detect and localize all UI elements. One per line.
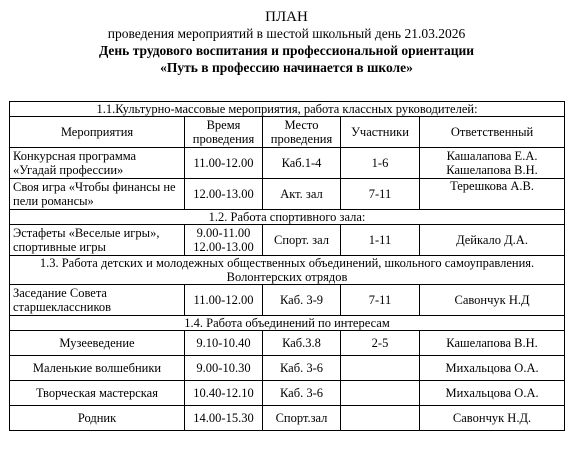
table-row xyxy=(10,225,565,256)
responsible-cell: Дейкало Д.А. xyxy=(420,225,565,256)
table-row xyxy=(10,179,565,210)
responsible-cell: Михальцова О.А. xyxy=(420,356,565,381)
column-header-event: Мероприятия xyxy=(10,117,185,148)
event-cell: Заседание Совета старшеклассников xyxy=(10,285,185,316)
table-row xyxy=(10,356,565,381)
page-title: ПЛАН xyxy=(265,9,308,25)
table-row xyxy=(10,331,565,356)
time-cell: 9.00-10.30 xyxy=(185,356,263,381)
place-cell: Спорт.зал xyxy=(263,406,341,431)
column-header-place: Место проведения xyxy=(263,117,341,148)
table-row xyxy=(10,148,565,179)
responsible-cell: Кашалапова Е.А. Кашелапова В.Н. xyxy=(420,148,565,179)
event-cell: Маленькие волшебники xyxy=(10,356,185,381)
section-title: 1.1.Культурно-массовые мероприятия, работа классных руководителей: xyxy=(10,102,565,117)
column-header-participants: Участники xyxy=(341,117,420,148)
table-row xyxy=(10,406,565,431)
column-header-responsible: Ответственный xyxy=(420,117,565,148)
event-cell: Родник xyxy=(10,406,185,431)
time-cell: 11.00-12.00 xyxy=(185,148,263,179)
time-cell: 10.40-12.10 xyxy=(185,381,263,406)
time-cell: 14.00-15.30 xyxy=(185,406,263,431)
place-cell: Каб. 3-9 xyxy=(263,285,341,316)
section-title: 1.4. Работа объединений по интересам xyxy=(10,316,565,331)
participants-cell: 1-6 xyxy=(341,148,420,179)
responsible-cell: Кашелапова В.Н. xyxy=(420,331,565,356)
document-header xyxy=(0,8,573,76)
column-header-time: Время проведения xyxy=(185,117,263,148)
place-cell: Каб. 3-6 xyxy=(263,356,341,381)
theme-line: День трудового воспитания и профессиональной ориентации xyxy=(98,43,475,58)
responsible-cell: Михальцова О.А. xyxy=(420,381,565,406)
section-title: 1.2. Работа спортивного зала: xyxy=(10,210,565,225)
event-cell: Своя игра «Чтобы финансы не пели романсы» xyxy=(10,179,185,210)
responsible-cell: Савончук Н.Д xyxy=(420,285,565,316)
time-cell: 11.00-12.00 xyxy=(185,285,263,316)
place-cell: Акт. зал xyxy=(263,179,341,210)
participants-cell: 1-11 xyxy=(341,225,420,256)
participants-cell xyxy=(341,381,420,406)
participants-cell xyxy=(341,406,420,431)
page-subtitle: проведения мероприятий в шестой школьный день 21.03.2026 xyxy=(107,26,466,41)
events-table xyxy=(9,101,565,431)
event-cell: Эстафеты «Веселые игры», спортивные игры xyxy=(10,225,185,256)
time-cell: 12.00-13.00 xyxy=(185,179,263,210)
event-cell: Творческая мастерская xyxy=(10,381,185,406)
time-cell: 9.00-11.00 12.00-13.00 xyxy=(185,225,263,256)
place-cell: Каб.1-4 xyxy=(263,148,341,179)
table-row xyxy=(10,381,565,406)
place-cell: Спорт. зал xyxy=(263,225,341,256)
time-cell: 9.10-10.40 xyxy=(185,331,263,356)
table-header-row xyxy=(10,117,565,148)
table-row xyxy=(10,285,565,316)
event-cell: Музееведение xyxy=(10,331,185,356)
participants-cell xyxy=(341,356,420,381)
event-cell: Конкурсная программа «Угадай профессии» xyxy=(10,148,185,179)
participants-cell: 7-11 xyxy=(341,179,420,210)
participants-cell: 7-11 xyxy=(341,285,420,316)
participants-cell: 2-5 xyxy=(341,331,420,356)
responsible-cell: Терешкова А.В. xyxy=(420,179,565,210)
place-cell: Каб. 3-6 xyxy=(263,381,341,406)
section-title: 1.3. Работа детских и молодежных общественных объединений, школьного самоуправления. Волонтерских отрядов xyxy=(10,256,565,285)
responsible-cell: Савончук Н.Д. xyxy=(420,406,565,431)
place-cell: Каб.3.8 xyxy=(263,331,341,356)
slogan-line: «Путь в профессию начинается в школе» xyxy=(160,60,413,75)
